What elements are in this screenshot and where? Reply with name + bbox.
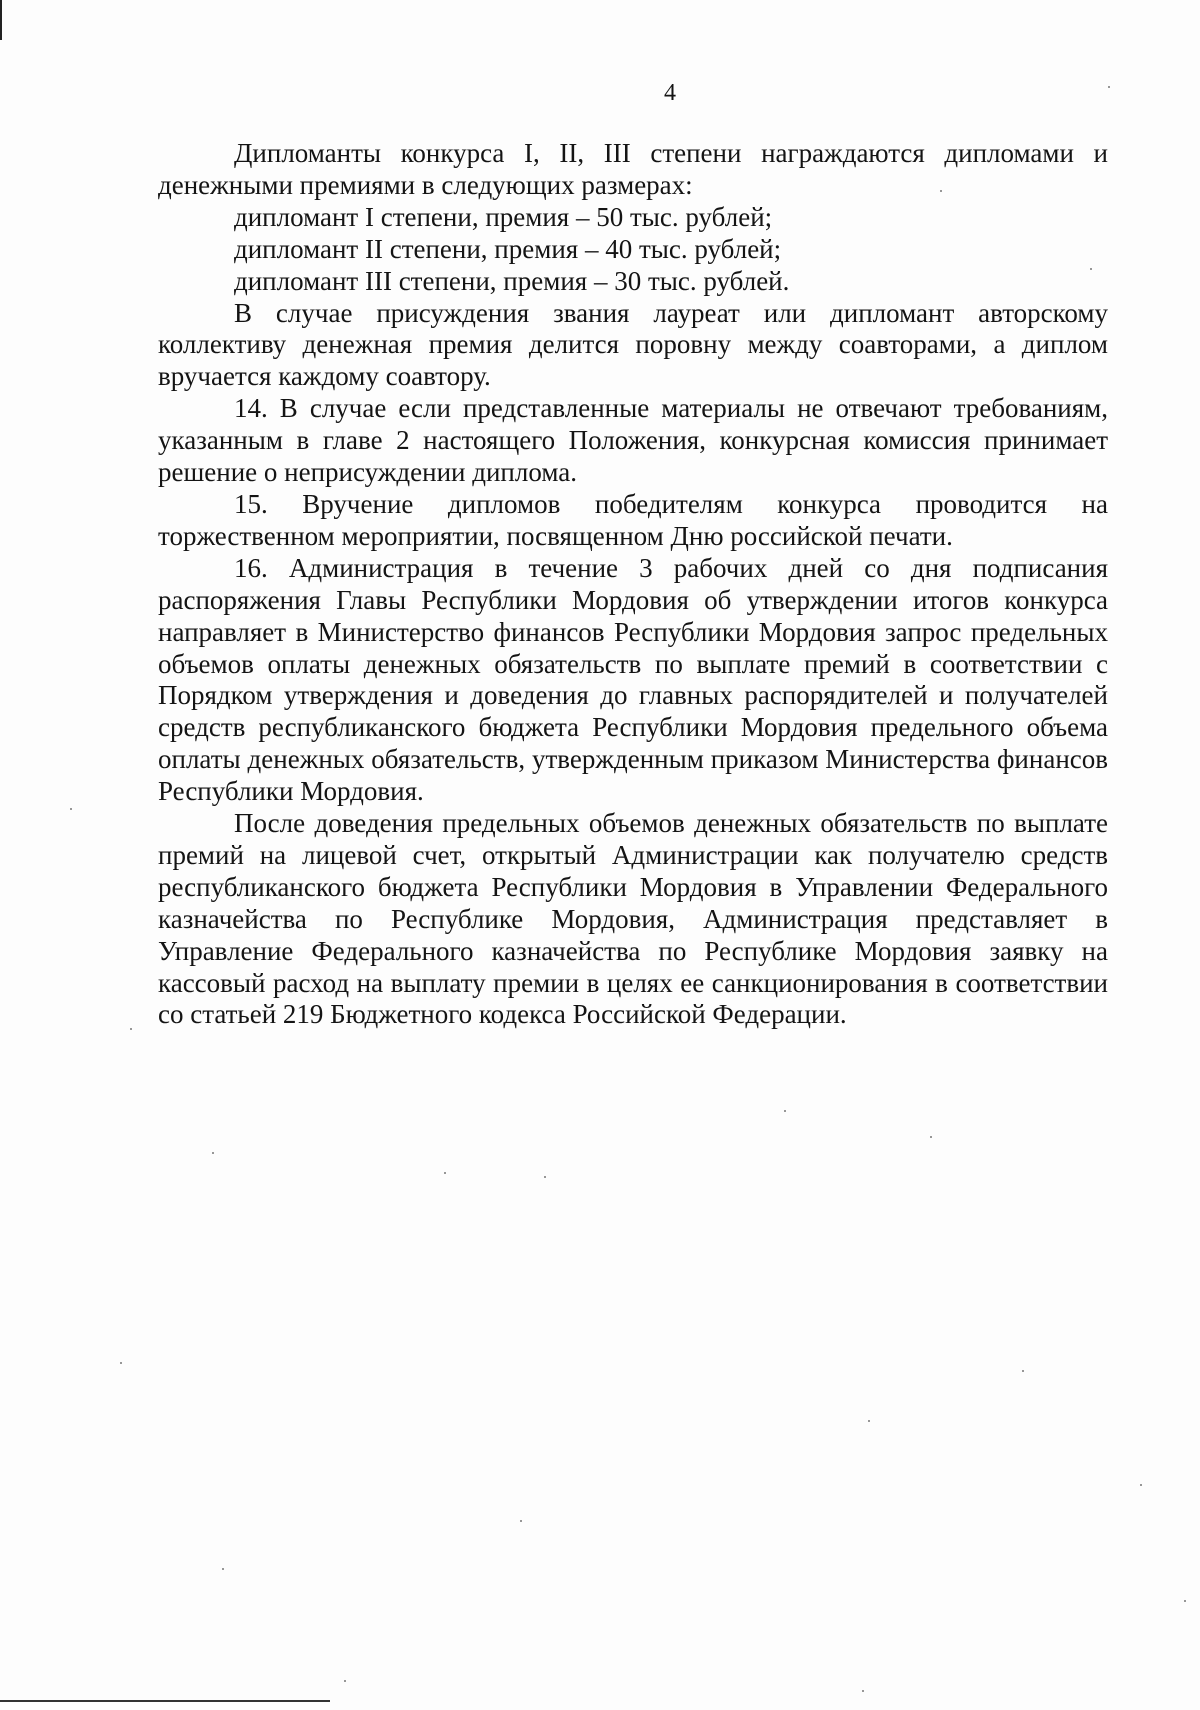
scan-speck [130,1028,132,1030]
scan-speck [784,1110,786,1112]
scan-speck [868,1420,870,1422]
scan-speck [344,1680,346,1682]
prize-list-item: дипломант III степени, премия – 30 тыс. рублей. [234,265,790,296]
scan-speck [544,1176,546,1178]
scan-speck [444,1172,446,1174]
prize-list-item: дипломант I степени, премия – 50 тыс. рублей; [234,201,773,232]
scan-speck [120,1362,122,1364]
scan-edge-line [0,1700,330,1702]
scan-speck [1140,1484,1142,1486]
scan-speck [930,1136,932,1138]
prize-list-item: дипломант II степени, премия – 40 тыс. рублей; [234,233,782,264]
scan-speck [70,808,72,810]
paragraph-item-16: 16. Администрация в течение 3 рабочих дней со дня подписания распоряжения Главы Республики Мордовия об утверждении итогов конкурса направляет в Министерство финансов Республики Мордовия запрос предельных объемов оплаты денежных обязательств по выплате премий в соответствии с Порядком утверждения и доведения до главных распорядителей и получателей средств республиканского бюджета Республики Мордовия предельного объема оплаты денежных обязательств, утвержденным приказом Министерства финансов Республики Мордовия. [158,552,1108,807]
paragraph-item-14: 14. В случае если представленные материалы не отвечают требованиям, указанным в главе 2 настоящего Положения, конкурсная комиссия принимает решение о неприсуждении диплома. [158,393,1108,488]
scan-speck [212,1152,214,1154]
scan-speck [1022,1370,1024,1372]
page-number: 4 [664,80,676,106]
paragraph-item-15: 15. Вручение дипломов победителям конкурса проводится на торжественном мероприятии, посвященном Дню российской печати. [158,488,1108,551]
scan-speck [222,1568,224,1570]
scan-speck [1090,268,1092,270]
scan-speck [520,1520,522,1522]
paragraph-limits-delivery: После доведения предельных объемов денежных обязательств по выплате премий на лицевой счет, открытый Администрации как получателю средств республиканского бюджета Республики Мордовия в Управлении Федерального казначейства по Республике Мордовия, Администрация представляет в Управление Федерального казначейства по Республике Мордовия заявку на кассовый расход на выплату премии в целях ее санкционирования в соответствии со статьей 219 Бюджетного кодекса Российской Федерации. [158,808,1108,1030]
scan-speck [1184,1600,1186,1602]
paragraph-diploma-winners: Дипломанты конкурса I, II, III степени награждаются дипломами и денежными премиями в следующих размерах: [158,138,1108,200]
document-body [158,138,1108,1031]
paragraph-author-collective: В случае присуждения звания лауреат или дипломант авторскому коллективу денежная премия делится поровну между соавторами, а диплом вручается каждому соавтору. [158,297,1108,392]
scan-speck [1108,86,1110,88]
scan-edge-mark [0,0,2,40]
scan-speck [862,1690,864,1692]
scan-speck [940,190,942,192]
